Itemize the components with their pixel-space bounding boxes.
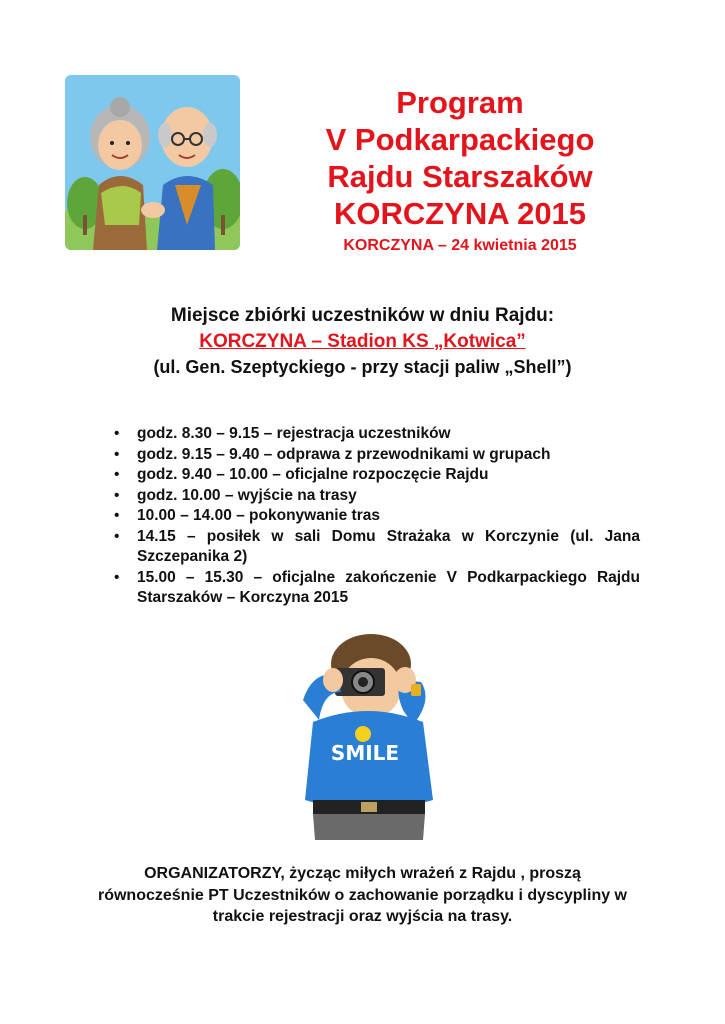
schedule-item: • 14.15 – posiłek w sali Domu Strażaka w Korczynie (ul. Jana Szczepanika 2) (114, 527, 640, 565)
meeting-place-block (60, 303, 665, 379)
bullet-icon: • (114, 466, 120, 483)
elderly-couple-image (65, 75, 240, 250)
photographer-illustration (283, 630, 453, 840)
title-line-3: Rajdu Starszaków (327, 159, 593, 194)
elderly-couple-illustration (65, 75, 240, 250)
title-line-1: Program (396, 85, 524, 120)
schedule-item: • godz. 8.30 – 9.15 – rejestracja uczestników (112, 424, 640, 445)
meeting-heading: Miejsce zbiórki uczestników w dniu Rajdu: (170, 305, 555, 326)
shirt-text: SMILE (330, 741, 400, 765)
schedule-item: • godz. 9.15 – 9.40 – odprawa z przewodnikami w grupach (112, 445, 640, 466)
title-block (260, 84, 660, 257)
bullet-icon: • (114, 568, 120, 586)
photographer-image (283, 630, 453, 840)
schedule-item: • godz. 10.00 – wyjście na trasy (112, 486, 640, 507)
schedule-item: • 10.00 – 14.00 – pokonywanie tras (112, 506, 640, 527)
event-date: KORCZYNA – 24 kwietnia 2015 (343, 237, 577, 254)
bullet-icon: • (114, 425, 120, 442)
meeting-address: (ul. Gen. Szeptyckiego - przy stacji paliw „Shell”) (153, 357, 572, 377)
schedule-item: • 15.00 – 15.30 – oficjalne zakończenie V Podkarpackiego Rajdu Starszaków – Korczyna 2015 (114, 568, 640, 606)
title-line-4: KORCZYNA 2015 (333, 196, 587, 231)
title-line-2: V Podkarpackiego (325, 122, 595, 157)
bullet-icon: • (114, 445, 120, 463)
bullet-icon: • (114, 486, 120, 504)
meeting-place: KORCZYNA – Stadion KS „Kotwica” (199, 331, 526, 352)
bullet-icon: • (114, 507, 120, 524)
organizers-note: ORGANIZATORZY, życząc miłych wrażeń z Rajdu , proszą równocześnie PT Uczestników o zachowanie porządku i dyscypliny w trakcie rejestracji oraz wyjścia na trasy. (97, 865, 627, 925)
schedule-item: • godz. 9.40 – 10.00 – oficjalne rozpoczęcie Rajdu (112, 465, 640, 486)
bullet-icon: • (114, 527, 120, 545)
schedule-list (112, 424, 640, 609)
